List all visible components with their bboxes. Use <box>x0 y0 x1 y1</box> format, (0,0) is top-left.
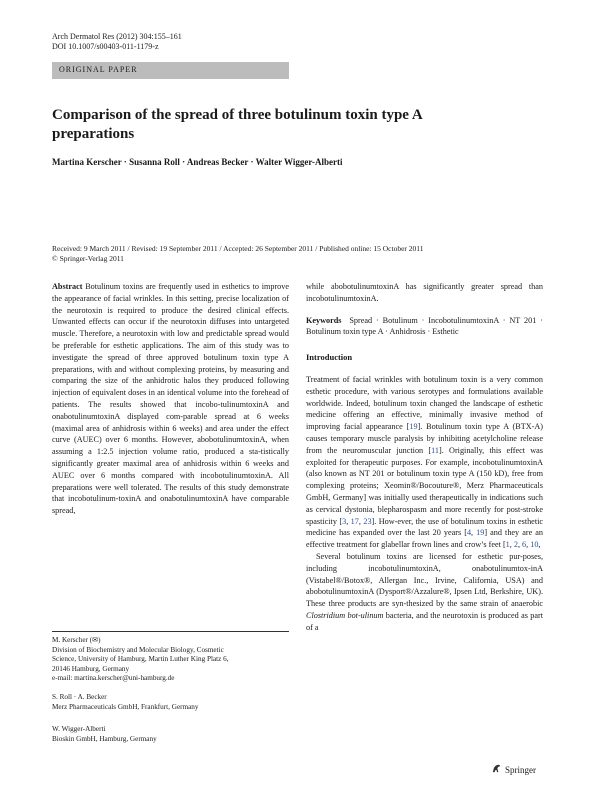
doi: DOI 10.1007/s00403-011-1179-z <box>52 42 159 51</box>
paper-title: Comparison of the spread of three botulinum toxin type A preparations <box>52 107 422 142</box>
article-type-label: ORIGINAL PAPER <box>59 65 138 74</box>
abstract-continued: while abobotulinumtoxinA has significantly greater spread than incobotulinumtoxinA. <box>306 282 543 303</box>
abstract-heading: Abstract <box>52 282 83 291</box>
journal-header <box>52 32 182 52</box>
keywords <box>306 315 543 339</box>
citation-link[interactable]: 19 <box>476 528 485 538</box>
author-list: Martina Kerscher · Susanna Roll · Andreas Becker · Walter Wigger-Alberti <box>52 157 343 167</box>
text-run: , <box>538 540 541 550</box>
affiliation-line: Division of Biochemistry and Molecular Biology, Cosmetic <box>52 645 224 654</box>
citation-link[interactable]: 23 <box>363 516 372 526</box>
citation-link[interactable]: 17 <box>350 516 359 526</box>
introduction-heading: Introduction <box>306 352 353 363</box>
citation-link[interactable]: 19 <box>409 422 418 432</box>
publisher-footer <box>491 763 536 776</box>
springer-horse-icon <box>491 763 502 776</box>
affiliation-line: Science, University of Hamburg, Martin Luther King Platz 6, <box>52 655 229 664</box>
text-run: , <box>471 528 477 538</box>
affiliation-email[interactable]: e-mail: martina.kerscher@uni-hamburg.de <box>52 674 175 683</box>
publication-history <box>52 244 552 264</box>
affiliation-name: W. Wigger-Alberti <box>52 725 106 733</box>
dates-line: Received: 9 March 2011 / Revised: 19 September 2011 / Accepted: 26 September 2011 / Published online: 15 October 2011 <box>52 244 424 253</box>
affiliation-line: 20146 Hamburg, Germany <box>52 664 130 673</box>
introduction-paragraph-2 <box>306 551 543 634</box>
publisher-name: Springer <box>505 764 536 775</box>
abstract <box>52 281 289 517</box>
species-name: Clostridium bot-ulinum <box>306 610 384 620</box>
abstract-text: Botulinum toxins are frequently used in esthetics to improve the appearance of facial wrinkles. In this setting, precise localization of the neurotoxin is required to produce the desired clinical effects. Unwanted effects can occur if the neurotoxin diffuses into untargeted muscle. Therefore, a neurotoxin with low and predictable spread would be preferable for esthetic applications. The aim of this study was to investigate the spread of three approved botulinum toxin type A preparations, with and without complexing proteins, by measuring and comparing the size of the anhidrotic halos they produced following injection of equivalent doses in an identical volume into the forehead of patients. The results showed that incobo-tulinumtoxinA and onabotulinumtoxinA displayed com-parable spread at 6 weeks (maximal area of anhidrosis within 6 weeks) and area under the effect curve (AUEC) over 6 months. However, abobotulinumtoxinA, when assuming a 1:2.5 injection volume ratio, produced a sta-tistically significantly greater maximal area of anhidrosis within 6 weeks and AUEC over 6 months compared with incobotulinumtoxinA. All preparations were well tolerated. The results of this study demonstrate that incobotulinum-toxinA and onabotulinumtoxinA have comparable spread, <box>52 282 289 516</box>
journal-citation: Arch Dermatol Res (2012) 304:155–161 <box>52 32 182 41</box>
citation-link[interactable]: 10 <box>530 540 539 550</box>
affiliation-2 <box>52 693 289 712</box>
text-run: , <box>517 540 523 550</box>
copyright-line: © Springer-Verlag 2011 <box>52 254 124 263</box>
left-column <box>52 281 289 517</box>
text-run: Treatment of facial wrinkles with botulinum toxin is a very common esthetic procedure, with various serotypes and formulations available worldwide. Indeed, botulinum toxin changed the landscape of esthetic medicine offering an effective, minimally invasive method of improving facial appearance [ <box>306 374 543 432</box>
citation-link[interactable]: 4 <box>466 528 472 538</box>
affiliation-name: S. Roll · A. Becker <box>52 693 107 701</box>
keywords-heading: Keywords <box>306 315 342 325</box>
citation-link[interactable]: 6 <box>522 540 527 550</box>
introduction-paragraph-1 <box>306 374 543 551</box>
affiliation-3 <box>52 725 289 744</box>
citation-link[interactable]: 3 <box>342 516 347 526</box>
citation-link[interactable]: 11 <box>431 445 440 455</box>
text-run: , <box>358 516 364 526</box>
right-column <box>306 281 543 634</box>
text-run: ]. How-ever, the use of botulinum toxins in esthetic medicine has expanded over the last 20 years [ <box>306 516 544 538</box>
text-run: ]. Botulinum toxin type A (BTX-A) causes temporary muscle paralysis by inhibiting acetylcholine release from the neuromuscular junction [ <box>306 422 543 455</box>
text-run: , <box>509 540 514 550</box>
text-run: ]. Originally, this effect was exploited for therapeutic purposes. For example, incobotulinumtoxinA (also known as NT 201 or botulinum toxin type A (150 kD), free from complexing proteins; Xeomin®/Bocouture®, Merz Pharmaceuticals GmbH, Germany] was initially used therapeutically in indications such as cervical dystonia, blepharospasm and more recently for post-stroke spasticity [ <box>306 445 543 526</box>
text-run: Several botulinum toxins are licensed for esthetic pur-poses, including incobotulinumtoxinA, onabotulinumtox-inA (Vistabel®/Botox®, Allergan Inc., Irvine, California, USA) and abobotulinumtoxinA (Dysport®/Azzalure®, Ipsen Ltd, Berkshire, UK). These three products are syn-thesized by the same strain of anaerobic <box>306 551 543 609</box>
affiliation-1 <box>52 636 289 684</box>
keywords-text: Spread · Botulinum · IncobotulinumtoxinA · NT 201 · Botulinum toxin type A · Anhidrosis · Esthetic <box>306 315 543 337</box>
text-run: , <box>346 516 351 526</box>
text-run: ] and they are an effective treatment for glabellar frown lines and crow’s feet [ <box>306 528 544 550</box>
text-run: bacteria, and the neurotoxin is produced as part of a <box>306 610 543 632</box>
citation-link[interactable]: 1 <box>505 540 510 550</box>
text-run: , <box>526 540 531 550</box>
article-type-banner <box>52 62 289 79</box>
affiliation-line: Bioskin GmbH, Hamburg, Germany <box>52 734 157 743</box>
footnote-divider <box>52 631 289 632</box>
citation-link[interactable]: 2 <box>513 540 518 550</box>
affiliation-name: M. Kerscher (✉) <box>52 636 101 644</box>
affiliation-line: Merz Pharmaceuticals GmbH, Frankfurt, Germany <box>52 702 199 711</box>
